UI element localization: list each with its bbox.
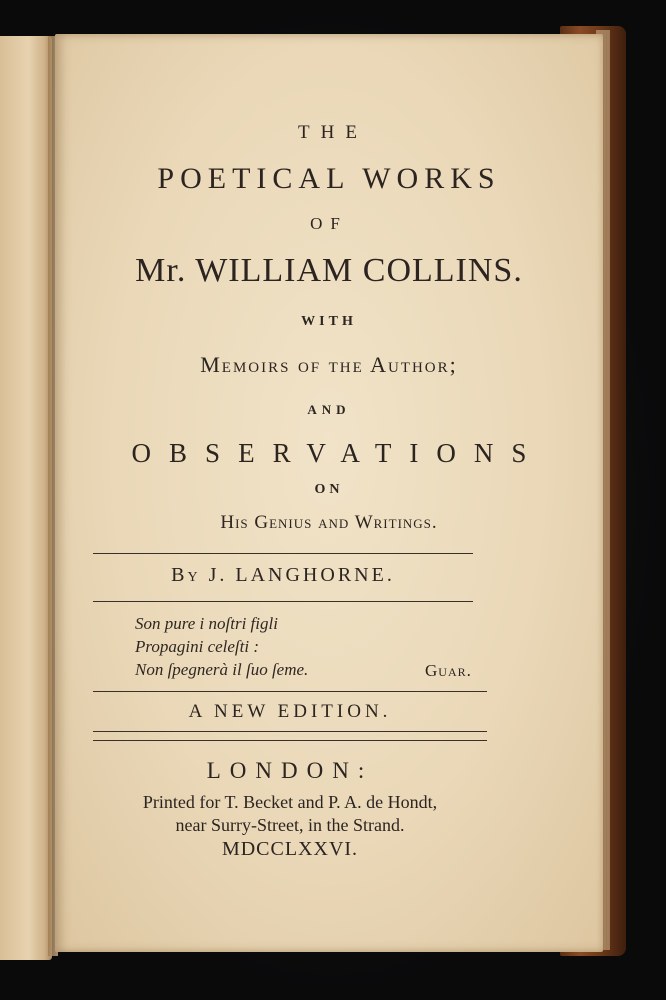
divider-rule: [93, 691, 487, 692]
editor-credit: By J. LANGHORNE.: [171, 564, 395, 586]
subtitle-on: ON: [314, 482, 344, 497]
epigraph-line: Son pure i noſtri figli: [135, 614, 278, 633]
edition-statement: A NEW EDITION.: [188, 701, 392, 722]
subtitle-observations: OBSERVATIONS: [131, 438, 545, 468]
subtitle-with: WITH: [301, 314, 357, 329]
subtitle-and: AND: [307, 402, 351, 417]
facing-page: [0, 36, 52, 960]
subtitle-memoirs: Memoirs of the Author;: [200, 352, 458, 377]
title-poetical-works: POETICAL WORKS: [157, 162, 501, 195]
divider-rule: [93, 740, 487, 741]
epigraph-attribution: Guar.: [425, 661, 472, 680]
title-page: [55, 34, 603, 952]
imprint-date: MDCCLXXVI.: [221, 838, 359, 860]
imprint-city: LONDON:: [206, 758, 374, 783]
divider-rule: [93, 601, 473, 602]
epigraph-line: Non ſpegnerà il ſuo ſeme.: [135, 660, 309, 679]
imprint-printers: Printed for T. Becket and P. A. de Hondt,: [142, 792, 438, 812]
subtitle-genius: His Genius and Writings.: [220, 512, 438, 533]
divider-rule: [93, 553, 473, 554]
divider-rule: [93, 731, 487, 732]
title-of: OF: [310, 214, 348, 233]
author-name: Mr. WILLIAM COLLINS.: [135, 252, 523, 289]
title-the: THE: [298, 122, 368, 143]
imprint-address: near Surry-Street, in the Strand.: [175, 815, 405, 835]
epigraph-line: Propagini celeſti :: [135, 637, 260, 656]
